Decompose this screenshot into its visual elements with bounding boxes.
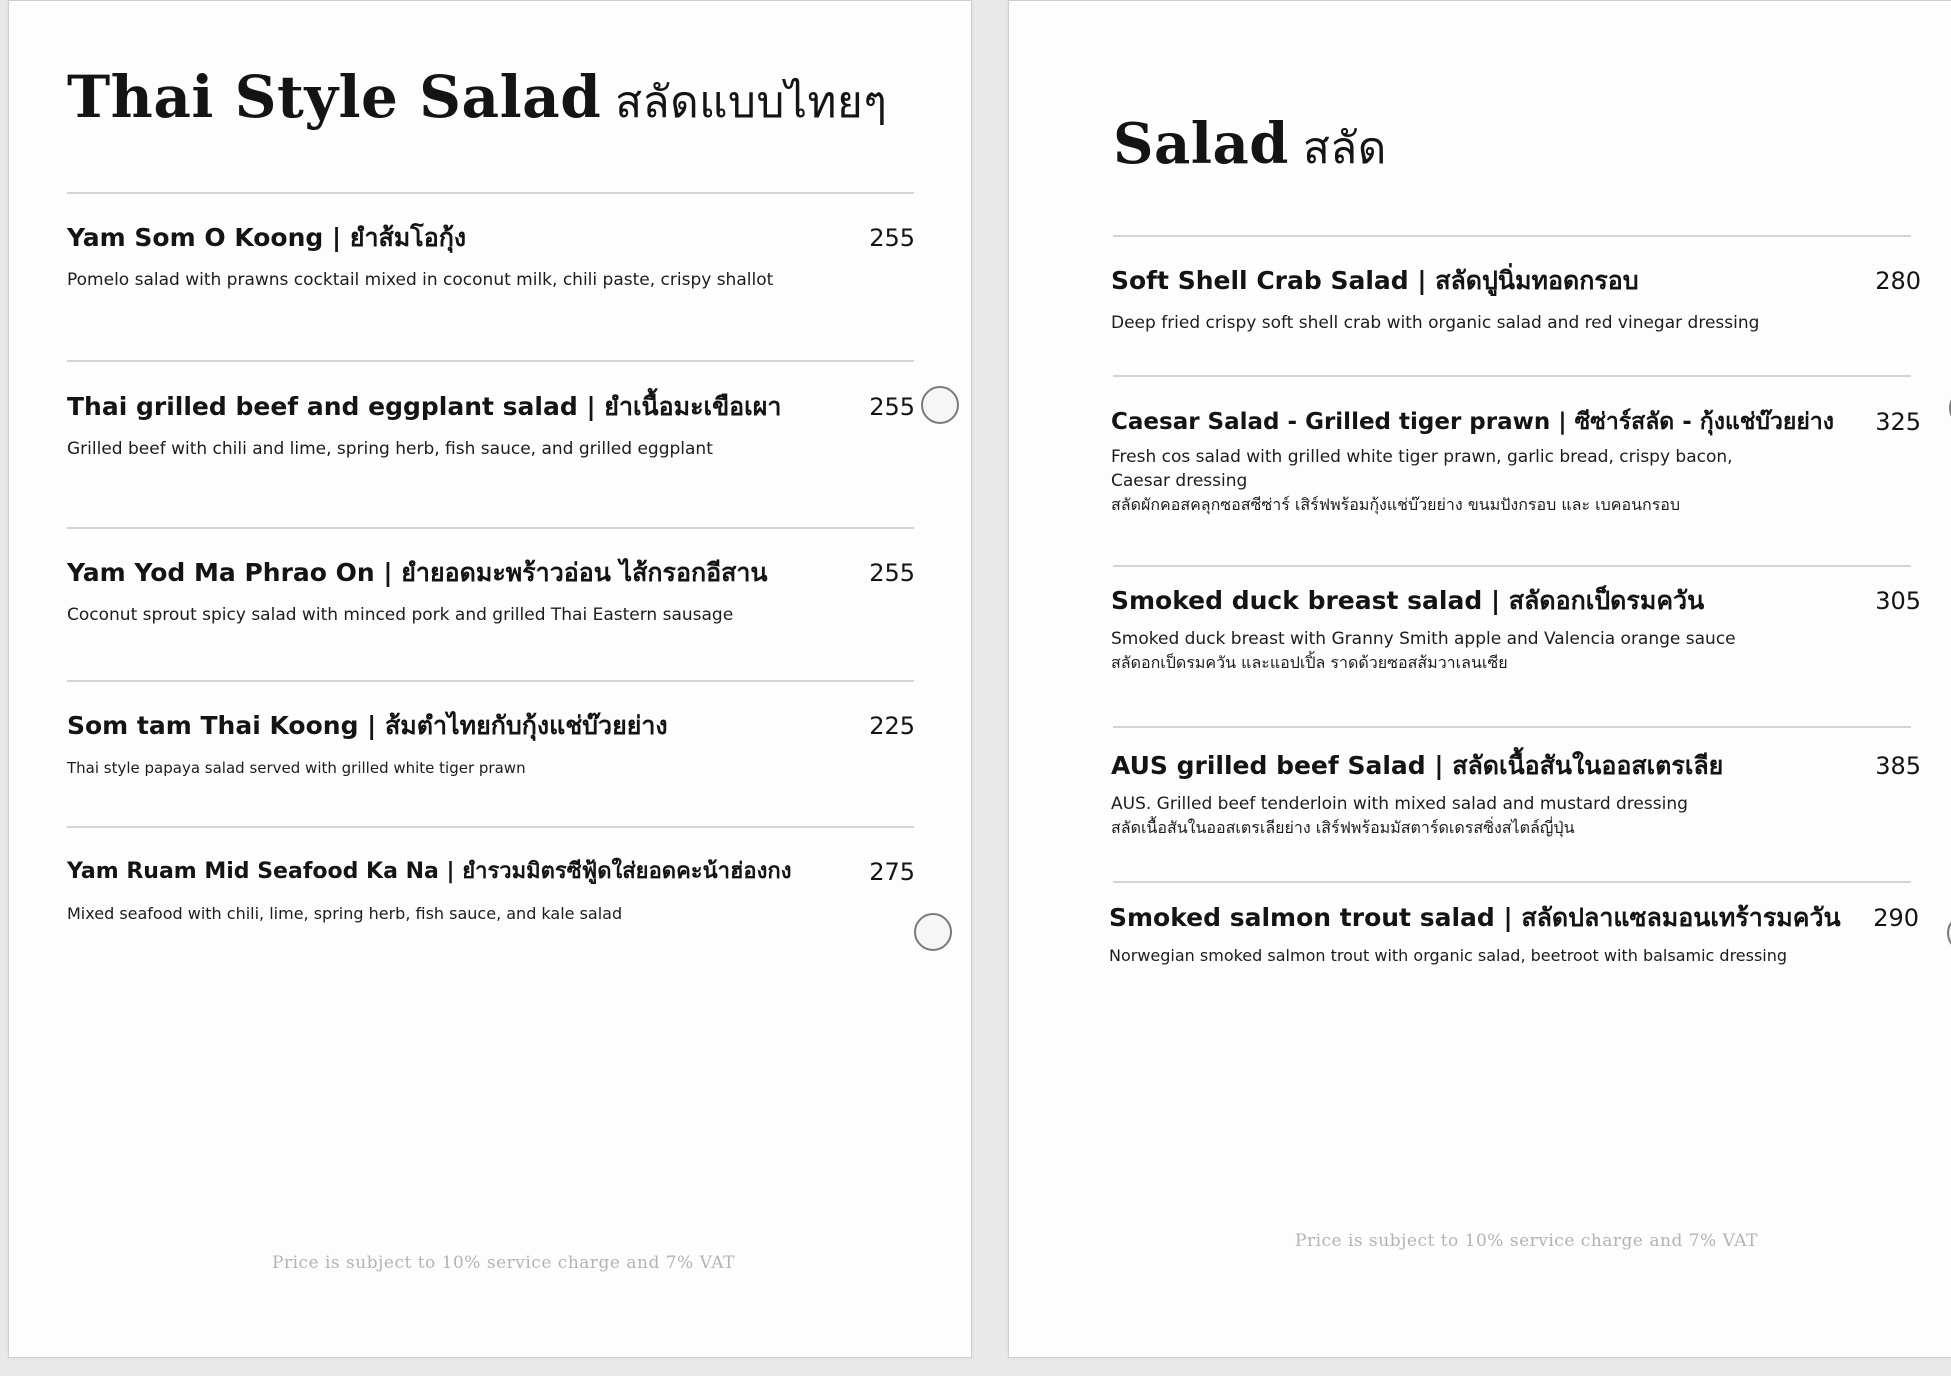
item-price: 305: [1875, 587, 1921, 615]
description-line: สลัดผักคอสคลุกซอสซีซ่าร์ เสิร์ฟพร้อมกุ้งแช่บ๊วยย่าง ขนมปังกรอบ และ เบคอนกรอบ: [1111, 495, 1681, 514]
item-name: Yam Som O Koong | ยำส้มโอกุ้ง: [67, 223, 467, 252]
item-description: [1111, 627, 1791, 675]
binder-hole: [914, 913, 952, 951]
menu-item: [1111, 749, 1921, 840]
item-price: 280: [1875, 267, 1921, 295]
binder-hole: [1947, 914, 1951, 952]
description-line: สลัดเนื้อสันในออสเตรเลียย่าง เสิร์ฟพร้อมมัสตาร์ดเดรสซิ่งสไตล์ญี่ปุ่น: [1111, 818, 1575, 837]
item-name: Thai grilled beef and eggplant salad | ยำเนื้อมะเขือเผา: [67, 392, 782, 421]
item-description: [67, 437, 915, 461]
item-description: [67, 268, 915, 292]
menu-item: [1111, 584, 1921, 675]
divider: [1113, 565, 1911, 567]
menu-item: [1111, 405, 1921, 517]
item-name: Som tam Thai Koong | ส้มตำไทยกับกุ้งแช่บ๊วยย่าง: [67, 711, 668, 740]
menu-item: [67, 390, 915, 461]
menu-page-right: [1008, 0, 1951, 1358]
item-description: [1111, 445, 1791, 517]
menu-item: [67, 221, 915, 292]
divider: [1113, 881, 1911, 883]
item-name: Yam Yod Ma Phrao On | ยำยอดมะพร้าวอ่อน ไส้กรอกอีสาน: [67, 558, 768, 587]
item-name: Yam Ruam Mid Seafood Ka Na | ยำรวมมิตรซีฟู้ดใส่ยอดคะน้าฮ่องกง: [67, 859, 792, 884]
description-line: สลัดอกเป็ดรมควัน และแอปเปิ้ล ราดด้วยซอสส้มวาเลนเซีย: [1111, 653, 1508, 672]
price-note: Price is subject to 10% service charge and 7% VAT: [272, 1253, 735, 1273]
page-title: [1113, 111, 1387, 183]
binder-hole: [921, 386, 959, 424]
item-price: 255: [869, 393, 915, 421]
description-line: Pomelo salad with prawns cocktail mixed in coconut milk, chili paste, crispy shallot: [67, 270, 774, 290]
divider: [67, 527, 914, 529]
title-thai: สลัด: [1302, 123, 1387, 174]
description-line: Thai style papaya salad served with grilled white tiger prawn: [67, 759, 526, 777]
description-line: AUS. Grilled beef tenderloin with mixed salad and mustard dressing: [1111, 794, 1688, 814]
description-line: Caesar dressing: [1111, 471, 1248, 491]
description-line: Smoked duck breast with Granny Smith apple and Valencia orange sauce: [1111, 629, 1736, 649]
item-name: Caesar Salad - Grilled tiger prawn | ซีซ่าร์สลัด - กุ้งแช่บ๊วยย่าง: [1111, 409, 1834, 435]
divider: [67, 680, 914, 682]
item-price: 325: [1875, 408, 1921, 436]
description-line: Coconut sprout spicy salad with minced pork and grilled Thai Eastern sausage: [67, 605, 734, 625]
menu-item: [67, 556, 915, 627]
description-line: Fresh cos salad with grilled white tiger prawn, garlic bread, crispy bacon,: [1111, 447, 1733, 467]
item-name: AUS grilled beef Salad | สลัดเนื้อสันในออสเตรเลีย: [1111, 751, 1724, 780]
title-english: Thai Style Salad: [67, 63, 602, 131]
menu-item: [1109, 901, 1919, 968]
divider: [1113, 235, 1911, 237]
item-price: 275: [869, 858, 915, 886]
item-description: [1109, 944, 1789, 968]
menu-item: [1111, 264, 1921, 335]
divider: [67, 826, 914, 828]
item-name: Soft Shell Crab Salad | สลัดปูนิ่มทอดกรอบ: [1111, 266, 1639, 295]
menu-page-left: [8, 0, 972, 1358]
item-name: Smoked salmon trout salad | สลัดปลาแซลมอนเทร้ารมควัน: [1109, 903, 1841, 932]
item-description: [67, 902, 915, 926]
item-description: [67, 756, 915, 780]
price-note: Price is subject to 10% service charge and 7% VAT: [1295, 1231, 1758, 1251]
divider: [67, 192, 914, 194]
divider: [1113, 726, 1911, 728]
description-line: Deep fried crispy soft shell crab with organic salad and red vinegar dressing: [1111, 313, 1760, 333]
item-name: Smoked duck breast salad | สลัดอกเป็ดรมควัน: [1111, 586, 1705, 615]
title-thai: สลัดแบบไทยๆ: [615, 77, 888, 128]
description-line: Grilled beef with chili and lime, spring herb, fish sauce, and grilled eggplant: [67, 439, 713, 459]
item-description: [1111, 792, 1791, 840]
title-english: Salad: [1113, 111, 1289, 177]
item-description: [1111, 311, 1791, 335]
item-price: 225: [869, 712, 915, 740]
menu-item: [67, 709, 915, 780]
page-title: [67, 63, 887, 137]
divider: [1113, 375, 1911, 377]
menu-item: [67, 855, 915, 926]
item-description: [67, 603, 915, 627]
item-price: 290: [1873, 904, 1919, 932]
description-line: Mixed seafood with chili, lime, spring herb, fish sauce, and kale salad: [67, 904, 623, 923]
divider: [67, 360, 914, 362]
item-price: 255: [869, 559, 915, 587]
item-price: 255: [869, 224, 915, 252]
description-line: Norwegian smoked salmon trout with organic salad, beetroot with balsamic dressing: [1109, 946, 1788, 965]
item-price: 385: [1875, 752, 1921, 780]
